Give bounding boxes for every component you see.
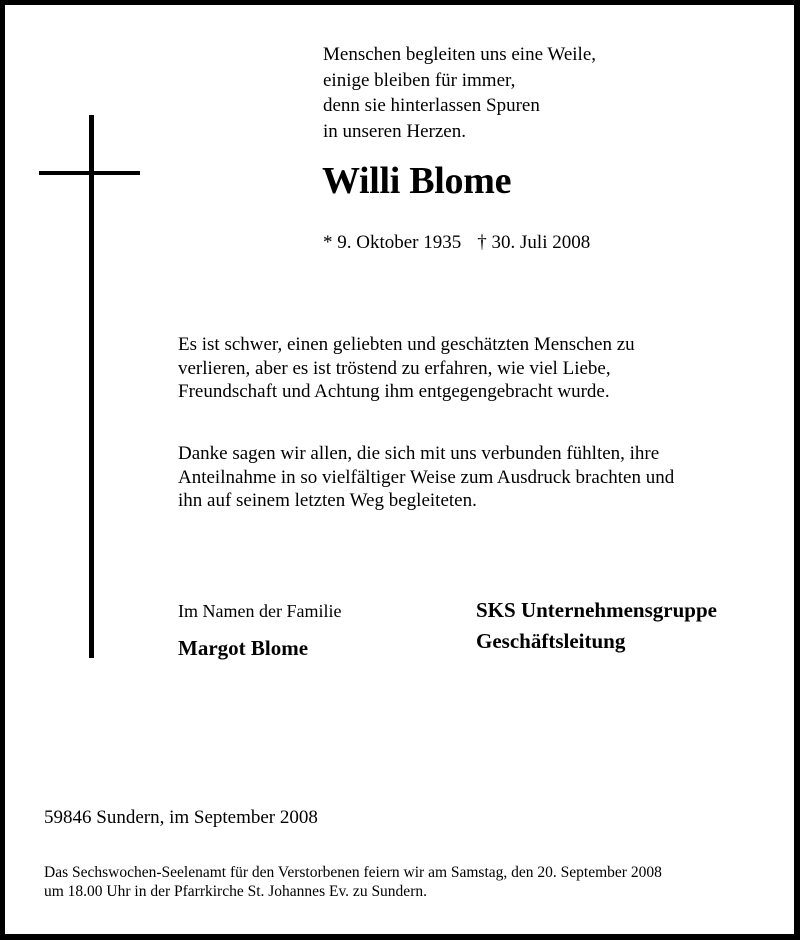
family-label: Im Namen der Familie: [178, 601, 342, 621]
condolence-paragraph: [178, 333, 635, 404]
death-date: † 30. Juli 2008: [477, 232, 591, 253]
thanks-paragraph: [178, 442, 674, 513]
paragraph-line: Es ist schwer, einen geliebten und geschätzten Menschen zu: [178, 334, 635, 355]
cross-horizontal-bar: [39, 171, 140, 175]
company-signature: SKS Unternehmensgruppe: [476, 598, 717, 622]
place-and-date: 59846 Sundern, im September 2008: [44, 807, 318, 828]
paragraph-line: verlieren, aber es ist tröstend zu erfahren, wie viel Liebe,: [178, 357, 611, 379]
notice-line: Das Sechswochen-Seelenamt für den Verstorbenen feiern wir am Samstag, den 20. September 2008: [44, 864, 662, 881]
mass-notice: [44, 863, 662, 901]
family-signature: Margot Blome: [178, 636, 309, 660]
paragraph-line: Danke sagen wir allen, die sich mit uns verbunden fühlten, ihre: [178, 443, 660, 464]
poem-line: in unseren Herzen.: [323, 120, 466, 142]
poem-line: denn sie hinterlassen Spuren: [323, 95, 540, 116]
cross-vertical-bar: [89, 115, 94, 658]
paragraph-line: ihn auf seinem letzten Weg begleiteten.: [178, 490, 477, 511]
poem-line: Menschen begleiten uns eine Weile,: [323, 44, 597, 65]
paragraph-line: Anteilnahme in so vielfältiger Weise zum Ausdruck brachten und: [178, 466, 675, 488]
poem-line: einige bleiben für immer,: [323, 69, 516, 91]
notice-line: um 18.00 Uhr in der Pfarrkirche St. Johannes Ev. zu Sundern.: [44, 883, 427, 900]
company-department: Geschäftsleitung: [476, 629, 626, 653]
paragraph-line: Freundschaft und Achtung ihm entgegengebracht wurde.: [178, 381, 610, 402]
birth-date: * 9. Oktober 1935: [323, 232, 462, 253]
memorial-poem: [323, 42, 596, 144]
life-dates: [323, 231, 590, 255]
deceased-name: Willi Blome: [322, 160, 512, 202]
